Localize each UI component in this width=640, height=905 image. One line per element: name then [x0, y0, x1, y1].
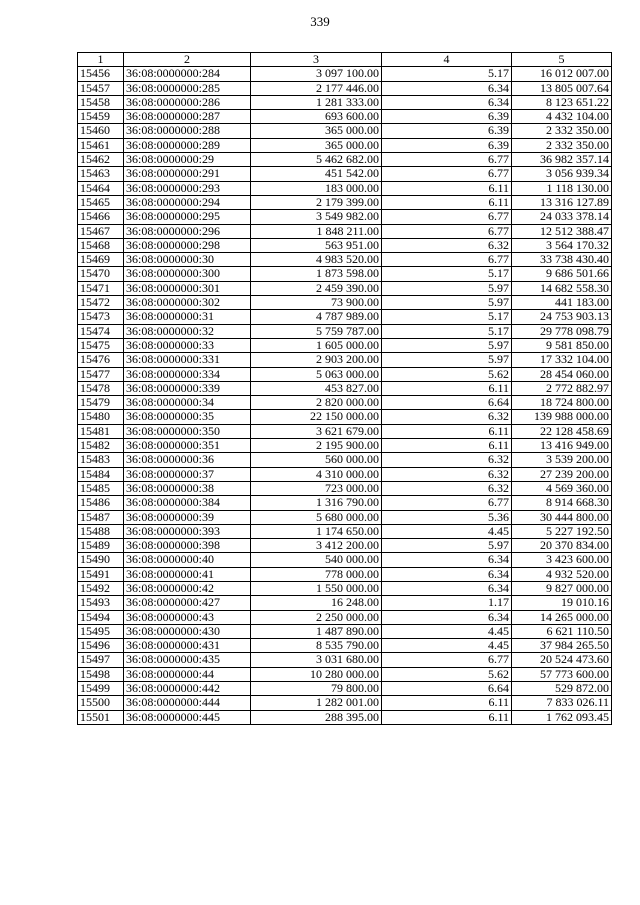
rate-cell: 5.97	[382, 281, 512, 295]
cadastral-number-cell: 36:08:0000000:293	[124, 181, 251, 195]
value-cell: 1 550 000.00	[251, 581, 382, 595]
table-row	[78, 510, 612, 524]
rate-cell: 6.77	[382, 210, 512, 224]
value-cell: 4 310 000.00	[251, 467, 382, 481]
rate-cell: 5.97	[382, 353, 512, 367]
row-number-cell: 15461	[78, 138, 124, 152]
cadastral-number-cell: 36:08:0000000:39	[124, 510, 251, 524]
cadastral-number-cell: 36:08:0000000:31	[124, 310, 251, 324]
table-row	[78, 439, 612, 453]
table-row	[78, 324, 612, 338]
row-number-cell: 15466	[78, 210, 124, 224]
total-cell: 9 581 850.00	[512, 338, 612, 352]
row-number-cell: 15490	[78, 553, 124, 567]
value-cell: 4 983 520.00	[251, 253, 382, 267]
value-cell: 2 179 399.00	[251, 195, 382, 209]
table-row	[78, 524, 612, 538]
value-cell: 540 000.00	[251, 553, 382, 567]
total-cell: 20 370 834.00	[512, 539, 612, 553]
value-cell: 5 759 787.00	[251, 324, 382, 338]
cadastral-number-cell: 36:08:0000000:334	[124, 367, 251, 381]
cadastral-number-cell: 36:08:0000000:398	[124, 539, 251, 553]
rate-cell: 6.77	[382, 253, 512, 267]
row-number-cell: 15485	[78, 481, 124, 495]
table-row	[78, 710, 612, 724]
table-row	[78, 610, 612, 624]
cadastral-number-cell: 36:08:0000000:284	[124, 67, 251, 81]
value-cell: 3 549 982.00	[251, 210, 382, 224]
cadastral-number-cell: 36:08:0000000:294	[124, 195, 251, 209]
total-cell: 29 778 098.79	[512, 324, 612, 338]
total-cell: 19 010.16	[512, 596, 612, 610]
value-cell: 2 177 446.00	[251, 81, 382, 95]
total-cell: 2 772 882.97	[512, 381, 612, 395]
row-number-cell: 15469	[78, 253, 124, 267]
row-number-cell: 15496	[78, 639, 124, 653]
rate-cell: 6.32	[382, 481, 512, 495]
table-row	[78, 653, 612, 667]
row-number-cell: 15498	[78, 667, 124, 681]
cadastral-number-cell: 36:08:0000000:331	[124, 353, 251, 367]
total-cell: 7 833 026.11	[512, 696, 612, 710]
total-cell: 9 827 000.00	[512, 581, 612, 595]
row-number-cell: 15493	[78, 596, 124, 610]
row-number-cell: 15476	[78, 353, 124, 367]
value-cell: 1 282 001.00	[251, 696, 382, 710]
column-header: 2	[124, 53, 251, 67]
value-cell: 5 063 000.00	[251, 367, 382, 381]
total-cell: 3 539 200.00	[512, 453, 612, 467]
table-row	[78, 467, 612, 481]
row-number-cell: 15499	[78, 682, 124, 696]
total-cell: 13 316 127.89	[512, 195, 612, 209]
value-cell: 5 462 682.00	[251, 153, 382, 167]
row-number-cell: 15487	[78, 510, 124, 524]
row-number-cell: 15489	[78, 539, 124, 553]
rate-cell: 5.36	[382, 510, 512, 524]
total-cell: 6 621 110.50	[512, 624, 612, 638]
cadastral-number-cell: 36:08:0000000:427	[124, 596, 251, 610]
cadastral-number-cell: 36:08:0000000:298	[124, 238, 251, 252]
cadastral-number-cell: 36:08:0000000:33	[124, 338, 251, 352]
table-row	[78, 682, 612, 696]
table-row	[78, 353, 612, 367]
row-number-cell: 15500	[78, 696, 124, 710]
rate-cell: 6.11	[382, 424, 512, 438]
rate-cell: 6.64	[382, 396, 512, 410]
row-number-cell: 15479	[78, 396, 124, 410]
page-number: 339	[310, 14, 330, 29]
value-cell: 453 827.00	[251, 381, 382, 395]
cadastral-number-cell: 36:08:0000000:35	[124, 410, 251, 424]
cadastral-number-cell: 36:08:0000000:296	[124, 224, 251, 238]
table-row	[78, 624, 612, 638]
table-row	[78, 167, 612, 181]
table-row	[78, 696, 612, 710]
table-row	[78, 195, 612, 209]
row-number-cell: 15457	[78, 81, 124, 95]
data-table	[77, 52, 612, 725]
value-cell: 1 487 890.00	[251, 624, 382, 638]
cadastral-number-cell: 36:08:0000000:288	[124, 124, 251, 138]
value-cell: 778 000.00	[251, 567, 382, 581]
table-row	[78, 338, 612, 352]
row-number-cell: 15486	[78, 496, 124, 510]
total-cell: 2 332 350.00	[512, 124, 612, 138]
total-cell: 30 444 800.00	[512, 510, 612, 524]
value-cell: 2 195 900.00	[251, 439, 382, 453]
row-number-cell: 15456	[78, 67, 124, 81]
row-number-cell: 15473	[78, 310, 124, 324]
table-row	[78, 481, 612, 495]
cadastral-number-cell: 36:08:0000000:291	[124, 167, 251, 181]
table-row	[78, 410, 612, 424]
rate-cell: 4.45	[382, 639, 512, 653]
total-cell: 139 988 000.00	[512, 410, 612, 424]
cadastral-number-cell: 36:08:0000000:43	[124, 610, 251, 624]
row-number-cell: 15484	[78, 467, 124, 481]
row-number-cell: 15468	[78, 238, 124, 252]
cadastral-number-cell: 36:08:0000000:295	[124, 210, 251, 224]
value-cell: 4 787 989.00	[251, 310, 382, 324]
cadastral-number-cell: 36:08:0000000:301	[124, 281, 251, 295]
value-cell: 1 605 000.00	[251, 338, 382, 352]
row-number-cell: 15482	[78, 439, 124, 453]
rate-cell: 6.77	[382, 153, 512, 167]
total-cell: 27 239 200.00	[512, 467, 612, 481]
rate-cell: 5.17	[382, 67, 512, 81]
total-cell: 3 564 170.32	[512, 238, 612, 252]
cadastral-number-cell: 36:08:0000000:30	[124, 253, 251, 267]
table-row	[78, 138, 612, 152]
rate-cell: 6.11	[382, 181, 512, 195]
total-cell: 2 332 350.00	[512, 138, 612, 152]
total-cell: 12 512 388.47	[512, 224, 612, 238]
cadastral-number-cell: 36:08:0000000:285	[124, 81, 251, 95]
cadastral-number-cell: 36:08:0000000:44	[124, 667, 251, 681]
cadastral-number-cell: 36:08:0000000:444	[124, 696, 251, 710]
table-row	[78, 581, 612, 595]
total-cell: 24 033 378.14	[512, 210, 612, 224]
row-number-cell: 15474	[78, 324, 124, 338]
rate-cell: 6.77	[382, 496, 512, 510]
row-number-cell: 15483	[78, 453, 124, 467]
row-number-cell: 15478	[78, 381, 124, 395]
rate-cell: 6.34	[382, 81, 512, 95]
rate-cell: 6.39	[382, 124, 512, 138]
rate-cell: 6.32	[382, 410, 512, 424]
total-cell: 57 773 600.00	[512, 667, 612, 681]
row-number-cell: 15470	[78, 267, 124, 281]
row-number-cell: 15480	[78, 410, 124, 424]
value-cell: 3 621 679.00	[251, 424, 382, 438]
table-row	[78, 110, 612, 124]
cadastral-number-cell: 36:08:0000000:34	[124, 396, 251, 410]
rate-cell: 6.34	[382, 553, 512, 567]
table-row	[78, 296, 612, 310]
table-row	[78, 639, 612, 653]
total-cell: 14 682 558.30	[512, 281, 612, 295]
cadastral-number-cell: 36:08:0000000:393	[124, 524, 251, 538]
total-cell: 36 982 357.14	[512, 153, 612, 167]
value-cell: 560 000.00	[251, 453, 382, 467]
table-row	[78, 281, 612, 295]
rate-cell: 6.32	[382, 238, 512, 252]
table-row	[78, 181, 612, 195]
cadastral-number-cell: 36:08:0000000:430	[124, 624, 251, 638]
row-number-cell: 15459	[78, 110, 124, 124]
cadastral-number-cell: 36:08:0000000:435	[124, 653, 251, 667]
rate-cell: 6.32	[382, 453, 512, 467]
total-cell: 1 118 130.00	[512, 181, 612, 195]
total-cell: 22 128 458.69	[512, 424, 612, 438]
value-cell: 2 903 200.00	[251, 353, 382, 367]
row-number-cell: 15497	[78, 653, 124, 667]
rate-cell: 5.62	[382, 667, 512, 681]
total-cell: 33 738 430.40	[512, 253, 612, 267]
table-row	[78, 310, 612, 324]
value-cell: 79 800.00	[251, 682, 382, 696]
table-row	[78, 153, 612, 167]
cadastral-number-cell: 36:08:0000000:40	[124, 553, 251, 567]
rate-cell: 6.34	[382, 95, 512, 109]
total-cell: 17 332 104.00	[512, 353, 612, 367]
value-cell: 16 248.00	[251, 596, 382, 610]
column-header: 5	[512, 53, 612, 67]
row-number-cell: 15465	[78, 195, 124, 209]
row-number-cell: 15463	[78, 167, 124, 181]
row-number-cell: 15501	[78, 710, 124, 724]
row-number-cell: 15475	[78, 338, 124, 352]
rate-cell: 4.45	[382, 524, 512, 538]
total-cell: 14 265 000.00	[512, 610, 612, 624]
value-cell: 1 873 598.00	[251, 267, 382, 281]
rate-cell: 6.34	[382, 610, 512, 624]
rate-cell: 6.11	[382, 710, 512, 724]
rate-cell: 5.17	[382, 267, 512, 281]
table-row	[78, 424, 612, 438]
rate-cell: 5.97	[382, 296, 512, 310]
table-row	[78, 81, 612, 95]
cadastral-number-cell: 36:08:0000000:339	[124, 381, 251, 395]
cadastral-number-cell: 36:08:0000000:302	[124, 296, 251, 310]
cadastral-number-cell: 36:08:0000000:32	[124, 324, 251, 338]
rate-cell: 6.34	[382, 567, 512, 581]
column-header: 1	[78, 53, 124, 67]
row-number-cell: 15492	[78, 581, 124, 595]
value-cell: 2 820 000.00	[251, 396, 382, 410]
total-cell: 8 123 651.22	[512, 95, 612, 109]
cadastral-number-cell: 36:08:0000000:41	[124, 567, 251, 581]
rate-cell: 1.17	[382, 596, 512, 610]
total-cell: 20 524 473.60	[512, 653, 612, 667]
value-cell: 2 459 390.00	[251, 281, 382, 295]
row-number-cell: 15471	[78, 281, 124, 295]
column-header: 3	[251, 53, 382, 67]
total-cell: 18 724 800.00	[512, 396, 612, 410]
table-row	[78, 67, 612, 81]
table-row	[78, 267, 612, 281]
total-cell: 3 423 600.00	[512, 553, 612, 567]
total-cell: 9 686 501.66	[512, 267, 612, 281]
rate-cell: 5.62	[382, 367, 512, 381]
total-cell: 4 432 104.00	[512, 110, 612, 124]
cadastral-number-cell: 36:08:0000000:286	[124, 95, 251, 109]
value-cell: 10 280 000.00	[251, 667, 382, 681]
total-cell: 529 872.00	[512, 682, 612, 696]
value-cell: 3 097 100.00	[251, 67, 382, 81]
rate-cell: 6.32	[382, 467, 512, 481]
cadastral-number-cell: 36:08:0000000:287	[124, 110, 251, 124]
table-row	[78, 253, 612, 267]
value-cell: 1 174 650.00	[251, 524, 382, 538]
value-cell: 3 031 680.00	[251, 653, 382, 667]
total-cell: 441 183.00	[512, 296, 612, 310]
table-row	[78, 496, 612, 510]
row-number-cell: 15488	[78, 524, 124, 538]
cadastral-number-cell: 36:08:0000000:351	[124, 439, 251, 453]
total-cell: 1 762 093.45	[512, 710, 612, 724]
table-row	[78, 596, 612, 610]
rate-cell: 6.64	[382, 682, 512, 696]
row-number-cell: 15472	[78, 296, 124, 310]
table-row	[78, 124, 612, 138]
table-row	[78, 567, 612, 581]
total-cell: 16 012 007.00	[512, 67, 612, 81]
table-row	[78, 539, 612, 553]
total-cell: 37 984 265.50	[512, 639, 612, 653]
value-cell: 2 250 000.00	[251, 610, 382, 624]
header-row	[78, 53, 612, 67]
row-number-cell: 15467	[78, 224, 124, 238]
rate-cell: 5.17	[382, 324, 512, 338]
table-row	[78, 553, 612, 567]
column-header: 4	[382, 53, 512, 67]
rate-cell: 6.11	[382, 195, 512, 209]
cadastral-number-cell: 36:08:0000000:38	[124, 481, 251, 495]
table-row	[78, 381, 612, 395]
value-cell: 8 535 790.00	[251, 639, 382, 653]
rate-cell: 6.77	[382, 653, 512, 667]
total-cell: 8 914 668.30	[512, 496, 612, 510]
value-cell: 693 600.00	[251, 110, 382, 124]
rate-cell: 5.97	[382, 539, 512, 553]
cadastral-number-cell: 36:08:0000000:36	[124, 453, 251, 467]
cadastral-number-cell: 36:08:0000000:42	[124, 581, 251, 595]
value-cell: 723 000.00	[251, 481, 382, 495]
rate-cell: 6.11	[382, 381, 512, 395]
row-number-cell: 15494	[78, 610, 124, 624]
row-number-cell: 15462	[78, 153, 124, 167]
cadastral-number-cell: 36:08:0000000:350	[124, 424, 251, 438]
table-row	[78, 238, 612, 252]
total-cell: 13 805 007.64	[512, 81, 612, 95]
table-row	[78, 396, 612, 410]
value-cell: 183 000.00	[251, 181, 382, 195]
rate-cell: 5.97	[382, 338, 512, 352]
rate-cell: 6.11	[382, 696, 512, 710]
total-cell: 3 056 939.34	[512, 167, 612, 181]
value-cell: 365 000.00	[251, 124, 382, 138]
total-cell: 4 569 360.00	[512, 481, 612, 495]
value-cell: 1 316 790.00	[251, 496, 382, 510]
table-body	[78, 67, 612, 725]
cadastral-number-cell: 36:08:0000000:445	[124, 710, 251, 724]
cadastral-number-cell: 36:08:0000000:29	[124, 153, 251, 167]
value-cell: 563 951.00	[251, 238, 382, 252]
row-number-cell: 15464	[78, 181, 124, 195]
value-cell: 22 150 000.00	[251, 410, 382, 424]
value-cell: 365 000.00	[251, 138, 382, 152]
cadastral-number-cell: 36:08:0000000:300	[124, 267, 251, 281]
rate-cell: 6.11	[382, 439, 512, 453]
table-row	[78, 210, 612, 224]
cadastral-number-cell: 36:08:0000000:442	[124, 682, 251, 696]
value-cell: 451 542.00	[251, 167, 382, 181]
total-cell: 28 454 060.00	[512, 367, 612, 381]
row-number-cell: 15477	[78, 367, 124, 381]
value-cell: 5 680 000.00	[251, 510, 382, 524]
cadastral-number-cell: 36:08:0000000:384	[124, 496, 251, 510]
rate-cell: 5.17	[382, 310, 512, 324]
total-cell: 5 227 192.50	[512, 524, 612, 538]
row-number-cell: 15481	[78, 424, 124, 438]
table-row	[78, 95, 612, 109]
table-row	[78, 667, 612, 681]
total-cell: 13 416 949.00	[512, 439, 612, 453]
cadastral-number-cell: 36:08:0000000:37	[124, 467, 251, 481]
rate-cell: 6.39	[382, 110, 512, 124]
rate-cell: 6.77	[382, 224, 512, 238]
total-cell: 4 932 520.00	[512, 567, 612, 581]
value-cell: 288 395.00	[251, 710, 382, 724]
cadastral-number-cell: 36:08:0000000:289	[124, 138, 251, 152]
value-cell: 73 900.00	[251, 296, 382, 310]
row-number-cell: 15491	[78, 567, 124, 581]
rate-cell: 6.77	[382, 167, 512, 181]
value-cell: 1 848 211.00	[251, 224, 382, 238]
row-number-cell: 15458	[78, 95, 124, 109]
rate-cell: 4.45	[382, 624, 512, 638]
table-row	[78, 224, 612, 238]
value-cell: 1 281 333.00	[251, 95, 382, 109]
rate-cell: 6.34	[382, 581, 512, 595]
value-cell: 3 412 200.00	[251, 539, 382, 553]
total-cell: 24 753 903.13	[512, 310, 612, 324]
cadastral-number-cell: 36:08:0000000:431	[124, 639, 251, 653]
table-row	[78, 453, 612, 467]
row-number-cell: 15495	[78, 624, 124, 638]
rate-cell: 6.39	[382, 138, 512, 152]
row-number-cell: 15460	[78, 124, 124, 138]
table-row	[78, 367, 612, 381]
